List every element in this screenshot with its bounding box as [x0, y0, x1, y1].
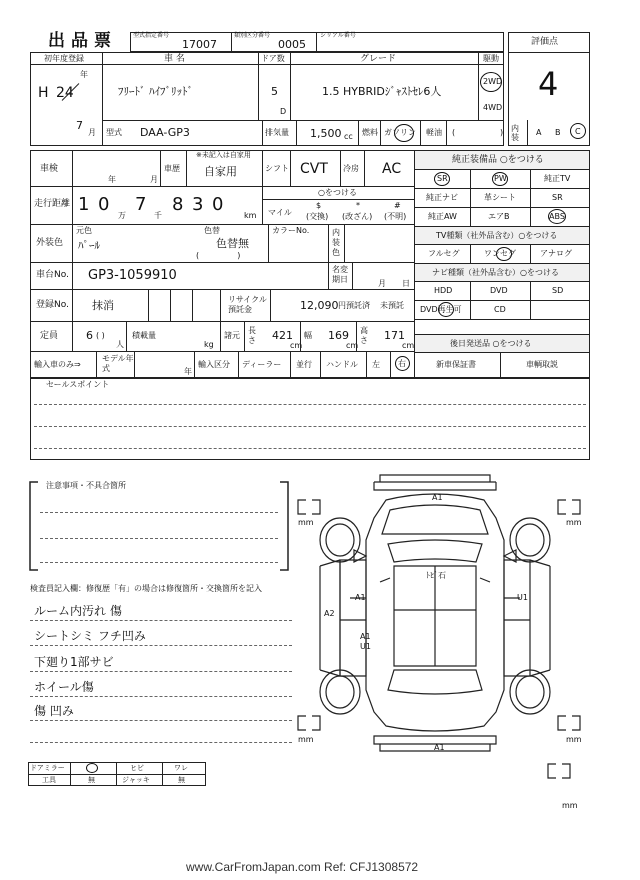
score-label: 評価点 [531, 37, 559, 47]
color-no-label: カラーNo. [272, 226, 310, 235]
chassis-label: 車台No. [36, 270, 69, 280]
capacity-paren: ( ) [96, 331, 105, 340]
navi-sd: SD [552, 286, 564, 295]
equip-leather: 革シート [484, 193, 516, 202]
docs-warranty: 新車保証書 [436, 360, 476, 369]
length-label: 長さ [248, 326, 256, 345]
navi-title: ナビ種類（社外品含む）○をつける [432, 268, 559, 277]
equip-airbag: エアB [488, 212, 510, 221]
width-value: 169 [328, 329, 349, 342]
first-reg-year: 24 [56, 85, 74, 101]
model-year-unit: 年 [184, 367, 192, 376]
tv-analog: アナログ [540, 249, 572, 258]
equipment-title: 純正装備品 ○をつける [452, 155, 544, 165]
height-value: 171 [384, 329, 405, 342]
diagram-label-left-rear-u: U1 [360, 642, 371, 651]
width-cm: cm [346, 341, 359, 350]
altered-label: (改ざん) [342, 212, 373, 221]
inspection-month-mark: 月 [150, 175, 158, 184]
navi-dvd: DVD [490, 286, 508, 295]
right-hand-label: 右 [398, 359, 406, 368]
equip-abs: ABS [549, 212, 565, 221]
height-label: 高さ [360, 326, 368, 345]
fuel-label: 燃料 [362, 128, 378, 137]
mm-front-left: mm [298, 518, 314, 527]
unknown-label: (不明) [384, 212, 407, 221]
drive-4wd: 4WD [483, 103, 503, 112]
note-line-1: ルーム内汚れ 傷 [34, 604, 122, 618]
color-label: 外装色 [36, 238, 64, 248]
inspection-year-mark: 年 [108, 175, 116, 184]
color-paren: ( ) [196, 251, 241, 260]
import-type-label: 輸入区分 [198, 360, 230, 369]
tv-oneseg: ワンセグ [484, 249, 516, 258]
parallel-label: 並行 [296, 360, 312, 369]
model-cert-number: 17007 [182, 38, 217, 51]
note-line-5: 傷 凹み [34, 704, 74, 718]
load-label: 積載量 [132, 331, 156, 340]
recycle-value: 12,090 [300, 299, 339, 312]
unknown-mark: # [394, 201, 401, 210]
displacement-label: 排気量 [265, 128, 289, 137]
altered-mark: * [356, 201, 360, 210]
mm-spare: mm [562, 801, 578, 810]
caution-bracket [28, 480, 290, 572]
exchanged-label: (交換) [306, 212, 329, 221]
chassis-value: GP3-1059910 [88, 268, 177, 283]
history-note: ※未記入は自家用 [196, 151, 251, 159]
equip-sr: SR [437, 174, 448, 183]
equip-aw: 純正AW [428, 212, 457, 221]
acc-mirror: ドアミラー [30, 764, 65, 772]
color-change-value: 色替無 [216, 237, 249, 250]
class-label: 類別区分番号 [234, 32, 271, 39]
navi-cd: CD [494, 305, 506, 314]
diagram-label-rear-bumper: A1 [434, 743, 445, 752]
mileage-digit-2: 0 [98, 194, 110, 215]
note-line-2: シートシミ フチ凹み [34, 629, 146, 643]
exchanged-mark: $ [316, 201, 322, 210]
inspector-label: 検査員記入欄：修復歴「有」の場合は修復箇所・交換箇所を記入 [30, 584, 262, 593]
serial-label: シリアル番号 [320, 32, 356, 39]
type-value: DAA-GP3 [140, 126, 190, 139]
navi-hdd: HDD [434, 286, 453, 295]
interior-color-label: 内装色 [332, 228, 340, 257]
first-reg-label: 初年度登録 [44, 54, 84, 63]
fuel-value: ガソリン [384, 128, 416, 137]
docs-manual: 車輌取説 [526, 360, 558, 369]
diagram-label-left-rear-a: A1 [360, 632, 371, 641]
reg-no-value: 抹消 [92, 299, 114, 312]
tv-title: TV種類（社外品含む）○をつける [436, 231, 558, 240]
ac-label: 冷房 [343, 164, 359, 173]
model-year-label: モデル年式 [102, 354, 134, 373]
doors-label: ドア数 [261, 54, 285, 63]
equip-tv: 純正TV [544, 174, 571, 183]
acc-mirror-circle [86, 763, 98, 773]
recycle-none: 未預託 [380, 301, 404, 310]
shift-value: CVT [300, 161, 328, 177]
interior-grade-c: C [575, 127, 581, 136]
sales-point-label: セールスポイント [46, 380, 110, 389]
drive-label: 駆動 [483, 54, 499, 63]
diagram-label-left-front: A1 [355, 593, 366, 602]
mm-rear-left: mm [298, 735, 314, 744]
capacity-unit: 人 [116, 340, 124, 349]
type-label: 型式 [106, 128, 122, 137]
interior-grade-b: B [555, 128, 561, 137]
score-value: 4 [538, 65, 559, 103]
dealer-label: ディーラー [242, 360, 282, 369]
grade-label: グレード [360, 54, 397, 64]
dims-label: 諸元 [224, 331, 240, 340]
month-unit: 月 [88, 128, 96, 137]
man-unit: 万 [118, 211, 126, 220]
year-unit: 年 [80, 70, 88, 79]
width-label: 幅 [304, 331, 312, 340]
acc-jack-value: 無 [178, 776, 185, 784]
original-color-label: 元色 [76, 226, 92, 235]
note-line-3: 下廻り1部サビ [34, 655, 114, 669]
mm-front-right: mm [566, 518, 582, 527]
length-cm: cm [290, 341, 303, 350]
docs-title: 後日発送品 ○をつける [450, 339, 532, 348]
caution-label: 注意事項・不具合箇所 [46, 481, 126, 490]
car-name: ﾌﾘｰﾄﾞ ﾊｲﾌﾞﾘｯﾄﾞ [118, 85, 193, 98]
era: H [38, 85, 49, 101]
history-value: 自家用 [204, 165, 237, 178]
paren-open: ( [452, 128, 456, 137]
mileage-digit-6: 0 [212, 194, 224, 215]
recycle-label: リサイクル預託金 [228, 295, 267, 314]
diagram-label-left-side: A2 [324, 609, 335, 618]
light-oil-label: 軽油 [426, 128, 442, 137]
color-change-label: 色替 [204, 226, 220, 235]
diagram-label-front-bumper: A1 [432, 493, 443, 502]
navi-dvd-play: DVD再生可 [420, 305, 462, 314]
acc-jack: ジャッキ [122, 776, 150, 784]
equip-navi: 純正ナビ [426, 193, 458, 202]
mileage-label: 走行距離 [34, 199, 71, 209]
name-change-label: 名変期日 [332, 265, 348, 284]
mile-label: マイル [268, 208, 292, 217]
mileage-digit-4: 8 [172, 194, 184, 215]
equip-sr2: SR [552, 193, 563, 202]
model-cert-label: 型式指定番号 [133, 32, 170, 39]
mileage-digit-3: 7 [135, 194, 147, 215]
tv-fullseg: フルセグ [428, 249, 460, 258]
acc-crack: ヒビ [130, 764, 144, 772]
acc-tools-value: 無 [88, 776, 95, 784]
recycle-unit: 円預託済 [338, 301, 370, 310]
sen-unit: 千 [154, 211, 162, 220]
diagram-label-windshield: ﾄﾋﾞ石 [426, 571, 446, 580]
steering-label: ハンドル [326, 360, 358, 369]
reg-no-label: 登録No. [36, 300, 69, 310]
name-change-month: 月 [378, 279, 386, 288]
capacity-label: 定員 [40, 331, 59, 341]
import-label: 輸入車のみ⇒ [34, 360, 81, 369]
name-change-day: 日 [402, 279, 410, 288]
shift-label: シフト [265, 164, 289, 173]
load-unit: kg [204, 340, 214, 349]
paren-close: ) [500, 128, 504, 137]
height-cm: cm [402, 341, 415, 350]
mm-rear-right: mm [566, 735, 582, 744]
note-line-4: ホイール傷 [34, 680, 94, 694]
grade-value: 1.5 HYBRIDｼﾞｬｽﾄｾﾚ6人 [322, 85, 442, 98]
inspection-label: 車検 [40, 164, 59, 174]
acc-break: ワレ [174, 764, 188, 772]
equip-pw: PW [494, 174, 507, 183]
acc-tools: 工具 [42, 776, 56, 784]
doors-value: 5 [271, 85, 278, 98]
door-type: D [280, 107, 287, 116]
interior-label: 内装 [511, 124, 519, 142]
diagram-label-right-front: U1 [517, 593, 528, 602]
car-diagram [290, 470, 600, 810]
first-reg-month: 7 [76, 119, 83, 132]
displacement-value: 1,500 [310, 127, 342, 140]
mileage-digit-5: 3 [192, 194, 204, 215]
original-color: ﾊﾟｰﾙ [78, 239, 100, 252]
cc-unit: cc [344, 132, 353, 141]
km-unit: km [244, 211, 257, 220]
page-title: 出品票 [48, 31, 117, 51]
car-name-label: 車 名 [164, 54, 185, 64]
footer-watermark: www.CarFromJapan.com Ref: CFJ1308572 [186, 860, 419, 874]
ac-value: AC [382, 161, 402, 177]
length-value: 421 [272, 329, 293, 342]
mile-note: ○をつける [318, 188, 357, 197]
history-label: 車歴 [164, 164, 180, 173]
capacity-value: 6 [86, 329, 93, 342]
left-hand-label: 左 [372, 360, 380, 369]
mileage-digit-1: 1 [78, 194, 90, 215]
interior-grade-a: A [536, 128, 542, 137]
drive-2wd: 2WD [483, 77, 503, 86]
class-number: 0005 [278, 38, 306, 51]
